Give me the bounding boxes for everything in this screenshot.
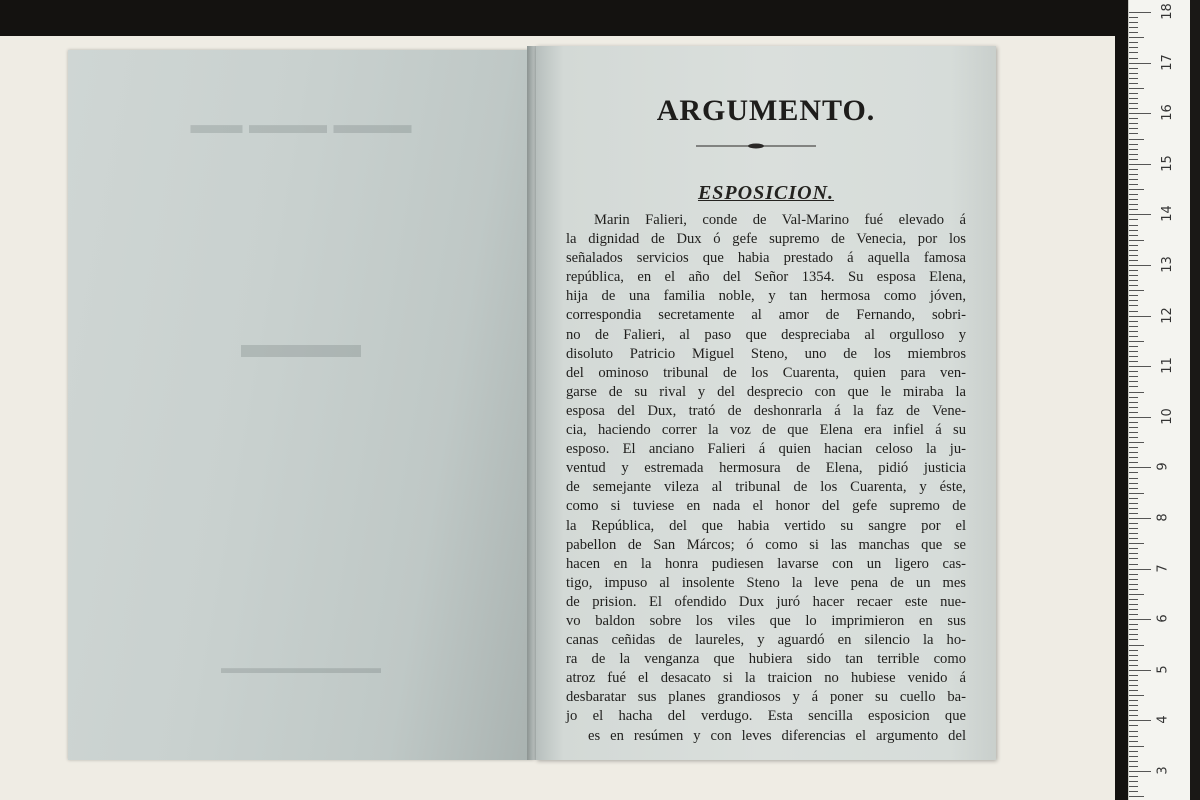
ruler-tick xyxy=(1129,336,1138,337)
ruler-tick xyxy=(1129,199,1138,200)
ruler-tick xyxy=(1129,265,1151,266)
ruler-tick xyxy=(1129,472,1138,473)
ruler-tick xyxy=(1129,255,1138,256)
ruler-tick xyxy=(1129,634,1138,635)
ruler-tick xyxy=(1129,219,1138,220)
right-page xyxy=(536,46,996,760)
text-line: de semejante vileza al tribunal de los Cuarenta, y éste, xyxy=(566,479,966,496)
ruler-tick xyxy=(1129,407,1138,408)
ruler-tick xyxy=(1129,361,1138,362)
page-title: ARGUMENTO. xyxy=(656,94,876,127)
text-line: correspondia secretamente al amor de Fernando, sobri- xyxy=(566,307,966,324)
text-line: hija de una familia noble, y tan hermosa como jóven, xyxy=(566,288,966,305)
ruler-tick xyxy=(1129,356,1138,357)
ruler-tick xyxy=(1129,746,1144,747)
ruler-tick xyxy=(1129,204,1138,205)
ruler-tick xyxy=(1129,270,1138,271)
ruler-tick xyxy=(1129,589,1138,590)
ruler-tick xyxy=(1129,629,1138,630)
ruler-number: 12 xyxy=(1159,306,1175,324)
text-line: esposa del Dux, trató de deshonrarla á la faz de Vene- xyxy=(566,402,966,419)
ruler-tick xyxy=(1129,285,1138,286)
ruler-tick xyxy=(1129,548,1138,549)
ruler-tick xyxy=(1129,412,1138,413)
ruler-tick xyxy=(1129,245,1138,246)
ruler-tick xyxy=(1129,240,1144,241)
ruler-tick xyxy=(1129,58,1138,59)
text-line: garse de su rival y del desprecio con que le miraba la xyxy=(566,383,966,400)
ruler-number: 4 xyxy=(1155,715,1171,725)
ruler-tick xyxy=(1129,467,1151,468)
ruler-tick xyxy=(1129,720,1151,721)
text-line: es en resúmen y con leves diferencias el argumento del xyxy=(588,727,966,744)
ruler-tick xyxy=(1129,37,1144,38)
ruler-number: 5 xyxy=(1155,665,1171,674)
ruler-tick xyxy=(1129,68,1138,69)
ruler-tick xyxy=(1129,452,1138,453)
ruler-tick xyxy=(1129,756,1138,757)
text-line: vo baldon sobre los viles que lo imprimieron en sus xyxy=(566,612,966,629)
text-line: señalados servicios que habia prestado á aquella famosa xyxy=(566,250,966,267)
ruler-tick xyxy=(1129,665,1138,666)
ruler-tick xyxy=(1129,513,1138,514)
ruler-tick xyxy=(1129,771,1151,772)
ruler-tick xyxy=(1129,422,1138,423)
text-line: como si tuviese en nada el honor del gefe supremo de xyxy=(566,498,966,515)
ruler-tick xyxy=(1129,574,1138,575)
ruler-tick xyxy=(1129,63,1151,64)
ruler-number: 9 xyxy=(1155,462,1171,472)
ruler-number: 17 xyxy=(1159,53,1175,71)
ruler-edge xyxy=(1190,0,1200,800)
ruler-tick xyxy=(1129,371,1138,372)
ruler-tick xyxy=(1129,579,1138,580)
ruler-tick xyxy=(1129,447,1138,448)
ruler-tick xyxy=(1129,558,1138,559)
ruler-tick xyxy=(1129,42,1138,43)
ruler-tick xyxy=(1129,437,1138,438)
ruler-tick xyxy=(1129,680,1138,681)
ruler-tick xyxy=(1129,305,1138,306)
ruler-tick xyxy=(1129,432,1138,433)
ruler-tick xyxy=(1129,209,1138,210)
ruler-tick xyxy=(1129,381,1138,382)
ruler-tick xyxy=(1129,741,1138,742)
ruler-tick xyxy=(1129,645,1144,646)
bleed-through-imprint: ▬▬▬▬▬▬▬▬▬▬ xyxy=(221,660,381,677)
text-line: Marin Falieri, conde de Val-Marino fué elevado á xyxy=(594,212,966,228)
ruler-tick xyxy=(1129,52,1138,53)
ruler-tick xyxy=(1129,174,1138,175)
ruler-tick xyxy=(1129,184,1138,185)
ruler-number: 13 xyxy=(1159,256,1175,273)
bleed-through-emblem: ▬▬▬ xyxy=(241,321,361,366)
ruler-tick xyxy=(1129,791,1138,792)
ruler-tick xyxy=(1129,12,1151,13)
ruler-tick xyxy=(1129,427,1138,428)
ruler-tick xyxy=(1129,133,1138,134)
ruler-tick xyxy=(1129,670,1151,671)
ruler-tick xyxy=(1129,655,1138,656)
ruler-tick xyxy=(1129,144,1138,145)
ruler-tick xyxy=(1129,83,1138,84)
ruler-tick xyxy=(1129,609,1138,610)
ruler-number: 15 xyxy=(1159,155,1175,172)
ruler-tick xyxy=(1129,766,1138,767)
text-line: disoluto Patricio Miguel Steno, uno de los miembros xyxy=(566,345,966,362)
ruler-tick xyxy=(1129,462,1138,463)
ruler-tick xyxy=(1129,260,1138,261)
ruler-tick xyxy=(1129,316,1151,317)
ruler-tick xyxy=(1129,235,1138,236)
ruler-tick xyxy=(1129,93,1138,94)
ruler-tick xyxy=(1129,584,1138,585)
ruler-tick xyxy=(1129,604,1138,605)
ruler-number: 6 xyxy=(1155,614,1171,623)
ruler-tick xyxy=(1129,614,1138,615)
text-line: esposo. El anciano Falieri á quien hacian celoso la ju- xyxy=(566,441,966,458)
ruler-tick xyxy=(1129,533,1138,534)
ruler-tick xyxy=(1129,569,1151,570)
text-line: la República, del que habia vertido su sangre por el xyxy=(566,517,966,534)
ruler-tick xyxy=(1129,164,1151,165)
ruler-tick xyxy=(1129,32,1138,33)
ruler-number: 8 xyxy=(1155,513,1171,522)
ruler-tick xyxy=(1129,402,1138,403)
ruler-tick xyxy=(1129,47,1138,48)
ruler-tick xyxy=(1129,781,1138,782)
ruler-tick xyxy=(1129,503,1138,504)
ruler-tick xyxy=(1129,675,1138,676)
ruler-number: 16 xyxy=(1159,104,1175,121)
ruler-tick xyxy=(1129,715,1138,716)
ruler-tick xyxy=(1129,22,1138,23)
ornament-rule xyxy=(696,141,816,151)
ruler-tick xyxy=(1129,685,1138,686)
ruler-number: 11 xyxy=(1159,357,1175,374)
ruler-tick xyxy=(1129,341,1144,342)
ruler-tick xyxy=(1129,103,1138,104)
ruler-tick xyxy=(1129,508,1138,509)
ruler-tick xyxy=(1129,599,1138,600)
ruler-tick xyxy=(1129,376,1138,377)
text-line: desbaratar sus planes grandiosos y á poner su cuello ba- xyxy=(566,689,966,706)
text-line: jo el hacha del verdugo. Esta sencilla esposicion que xyxy=(566,708,966,725)
text-line: del ominoso tribunal de los Cuarenta, quien para ven- xyxy=(566,364,966,381)
ruler-tick xyxy=(1129,331,1138,332)
ruler-tick xyxy=(1129,280,1138,281)
ruler-tick xyxy=(1129,275,1138,276)
ruler-tick xyxy=(1129,624,1138,625)
text-line: canas ceñidas de laureles, y aguardó en silencio la ho- xyxy=(566,632,966,649)
ruler-tick xyxy=(1129,214,1151,215)
ruler-tick xyxy=(1129,311,1138,312)
body-paragraph xyxy=(566,211,966,746)
ruler-tick xyxy=(1129,351,1138,352)
ruler-tick xyxy=(1129,128,1138,129)
ruler-tick xyxy=(1129,98,1138,99)
ruler-tick xyxy=(1129,108,1138,109)
ruler-tick xyxy=(1129,736,1138,737)
measuring-ruler xyxy=(1128,0,1191,800)
ruler-tick xyxy=(1129,300,1138,301)
ruler-tick xyxy=(1129,498,1138,499)
section-heading: ESPOSICION. xyxy=(697,182,835,204)
ruler-tick xyxy=(1129,488,1138,489)
ruler-tick xyxy=(1129,194,1138,195)
text-line: de prision. El ofendido Dux juró hacer recaer este nue- xyxy=(566,593,966,610)
ruler-tick xyxy=(1129,457,1138,458)
ruler-tick xyxy=(1129,639,1138,640)
ruler-tick xyxy=(1129,751,1138,752)
text-line: no de Falieri, al paso que despreciaba al orgulloso y xyxy=(566,326,966,343)
ruler-tick xyxy=(1129,786,1138,787)
ruler-tick xyxy=(1129,594,1144,595)
text-line: pabellon de San Márcos; ó como si las manchas que se xyxy=(566,536,966,553)
text-line: tigo, impuso al insolente Steno la leve pena de un mes xyxy=(566,574,966,591)
ruler-tick xyxy=(1129,523,1138,524)
text-line: la dignidad de Dux ó gefe supremo de Venecia, por los xyxy=(566,231,966,248)
ruler-tick xyxy=(1129,528,1138,529)
ruler-tick xyxy=(1129,776,1138,777)
ruler-tick xyxy=(1129,690,1138,691)
ruler-tick xyxy=(1129,27,1138,28)
ruler-number: 3 xyxy=(1155,766,1171,775)
ruler-tick xyxy=(1129,478,1138,479)
ruler-tick xyxy=(1129,230,1138,231)
ruler-tick xyxy=(1129,796,1144,797)
ruler-tick xyxy=(1129,543,1144,544)
ruler-tick xyxy=(1129,660,1138,661)
ruler-tick xyxy=(1129,149,1138,150)
text-line: atroz fué el desacato si la traicion no hubiese venido á xyxy=(566,670,966,687)
ruler-tick xyxy=(1129,442,1144,443)
left-page xyxy=(68,50,534,760)
text-line: cia, haciendo correr la voz de que Elena era infiel á su xyxy=(566,422,966,439)
ruler-tick xyxy=(1129,88,1144,89)
ruler-tick xyxy=(1129,483,1138,484)
ruler-tick xyxy=(1129,346,1138,347)
ruler-tick xyxy=(1129,725,1138,726)
ruler-tick xyxy=(1129,113,1151,114)
ruler-tick xyxy=(1129,169,1138,170)
text-line: hacen en la honra pudiesen lavarse con un ligero cas- xyxy=(566,555,966,572)
ruler-tick xyxy=(1129,619,1151,620)
ruler-tick xyxy=(1129,553,1138,554)
ruler-tick xyxy=(1129,118,1138,119)
ruler-tick xyxy=(1129,392,1144,393)
ruler-number: 14 xyxy=(1159,205,1175,223)
ruler-tick xyxy=(1129,78,1138,79)
ruler-tick xyxy=(1129,493,1144,494)
ruler-tick xyxy=(1129,761,1138,762)
ruler-tick xyxy=(1129,17,1138,18)
bleed-through-text: ▬▬▬ ▬▬▬ ▬▬ xyxy=(190,110,412,139)
ruler-tick xyxy=(1129,650,1138,651)
ruler-tick xyxy=(1129,189,1144,190)
ruler-tick xyxy=(1129,321,1138,322)
ruler-tick xyxy=(1129,139,1144,140)
ruler-tick xyxy=(1129,417,1151,418)
ruler-tick xyxy=(1129,250,1138,251)
ruler-tick xyxy=(1129,518,1151,519)
text-line: ventud y estremada hermosura de Elena, pidió justicia xyxy=(566,460,966,477)
ruler-tick xyxy=(1129,73,1138,74)
ruler-tick xyxy=(1129,386,1138,387)
ruler-tick xyxy=(1129,695,1144,696)
ruler-tick xyxy=(1129,159,1138,160)
ruler-number: 10 xyxy=(1159,408,1175,425)
ruler-tick xyxy=(1129,295,1138,296)
ruler-tick xyxy=(1129,705,1138,706)
ruler-tick xyxy=(1129,123,1138,124)
ruler-tick xyxy=(1129,366,1151,367)
ruler-tick xyxy=(1129,179,1138,180)
ruler-tick xyxy=(1129,700,1138,701)
ruler-tick xyxy=(1129,397,1138,398)
ruler-number: 18 xyxy=(1159,3,1175,20)
ruler-tick xyxy=(1129,225,1138,226)
ruler-tick xyxy=(1129,564,1138,565)
text-line: república, en el año del Señor 1354. Su esposa Elena, xyxy=(566,269,966,286)
ruler-tick xyxy=(1129,731,1138,732)
ruler-tick xyxy=(1129,290,1144,291)
ruler-tick xyxy=(1129,710,1138,711)
ruler-tick xyxy=(1129,538,1138,539)
text-line: ra de la venganza que hubiera sido tan terrible como xyxy=(566,651,966,668)
ruler-tick xyxy=(1129,154,1138,155)
ruler-number: 7 xyxy=(1155,563,1171,573)
ruler-tick xyxy=(1129,326,1138,327)
